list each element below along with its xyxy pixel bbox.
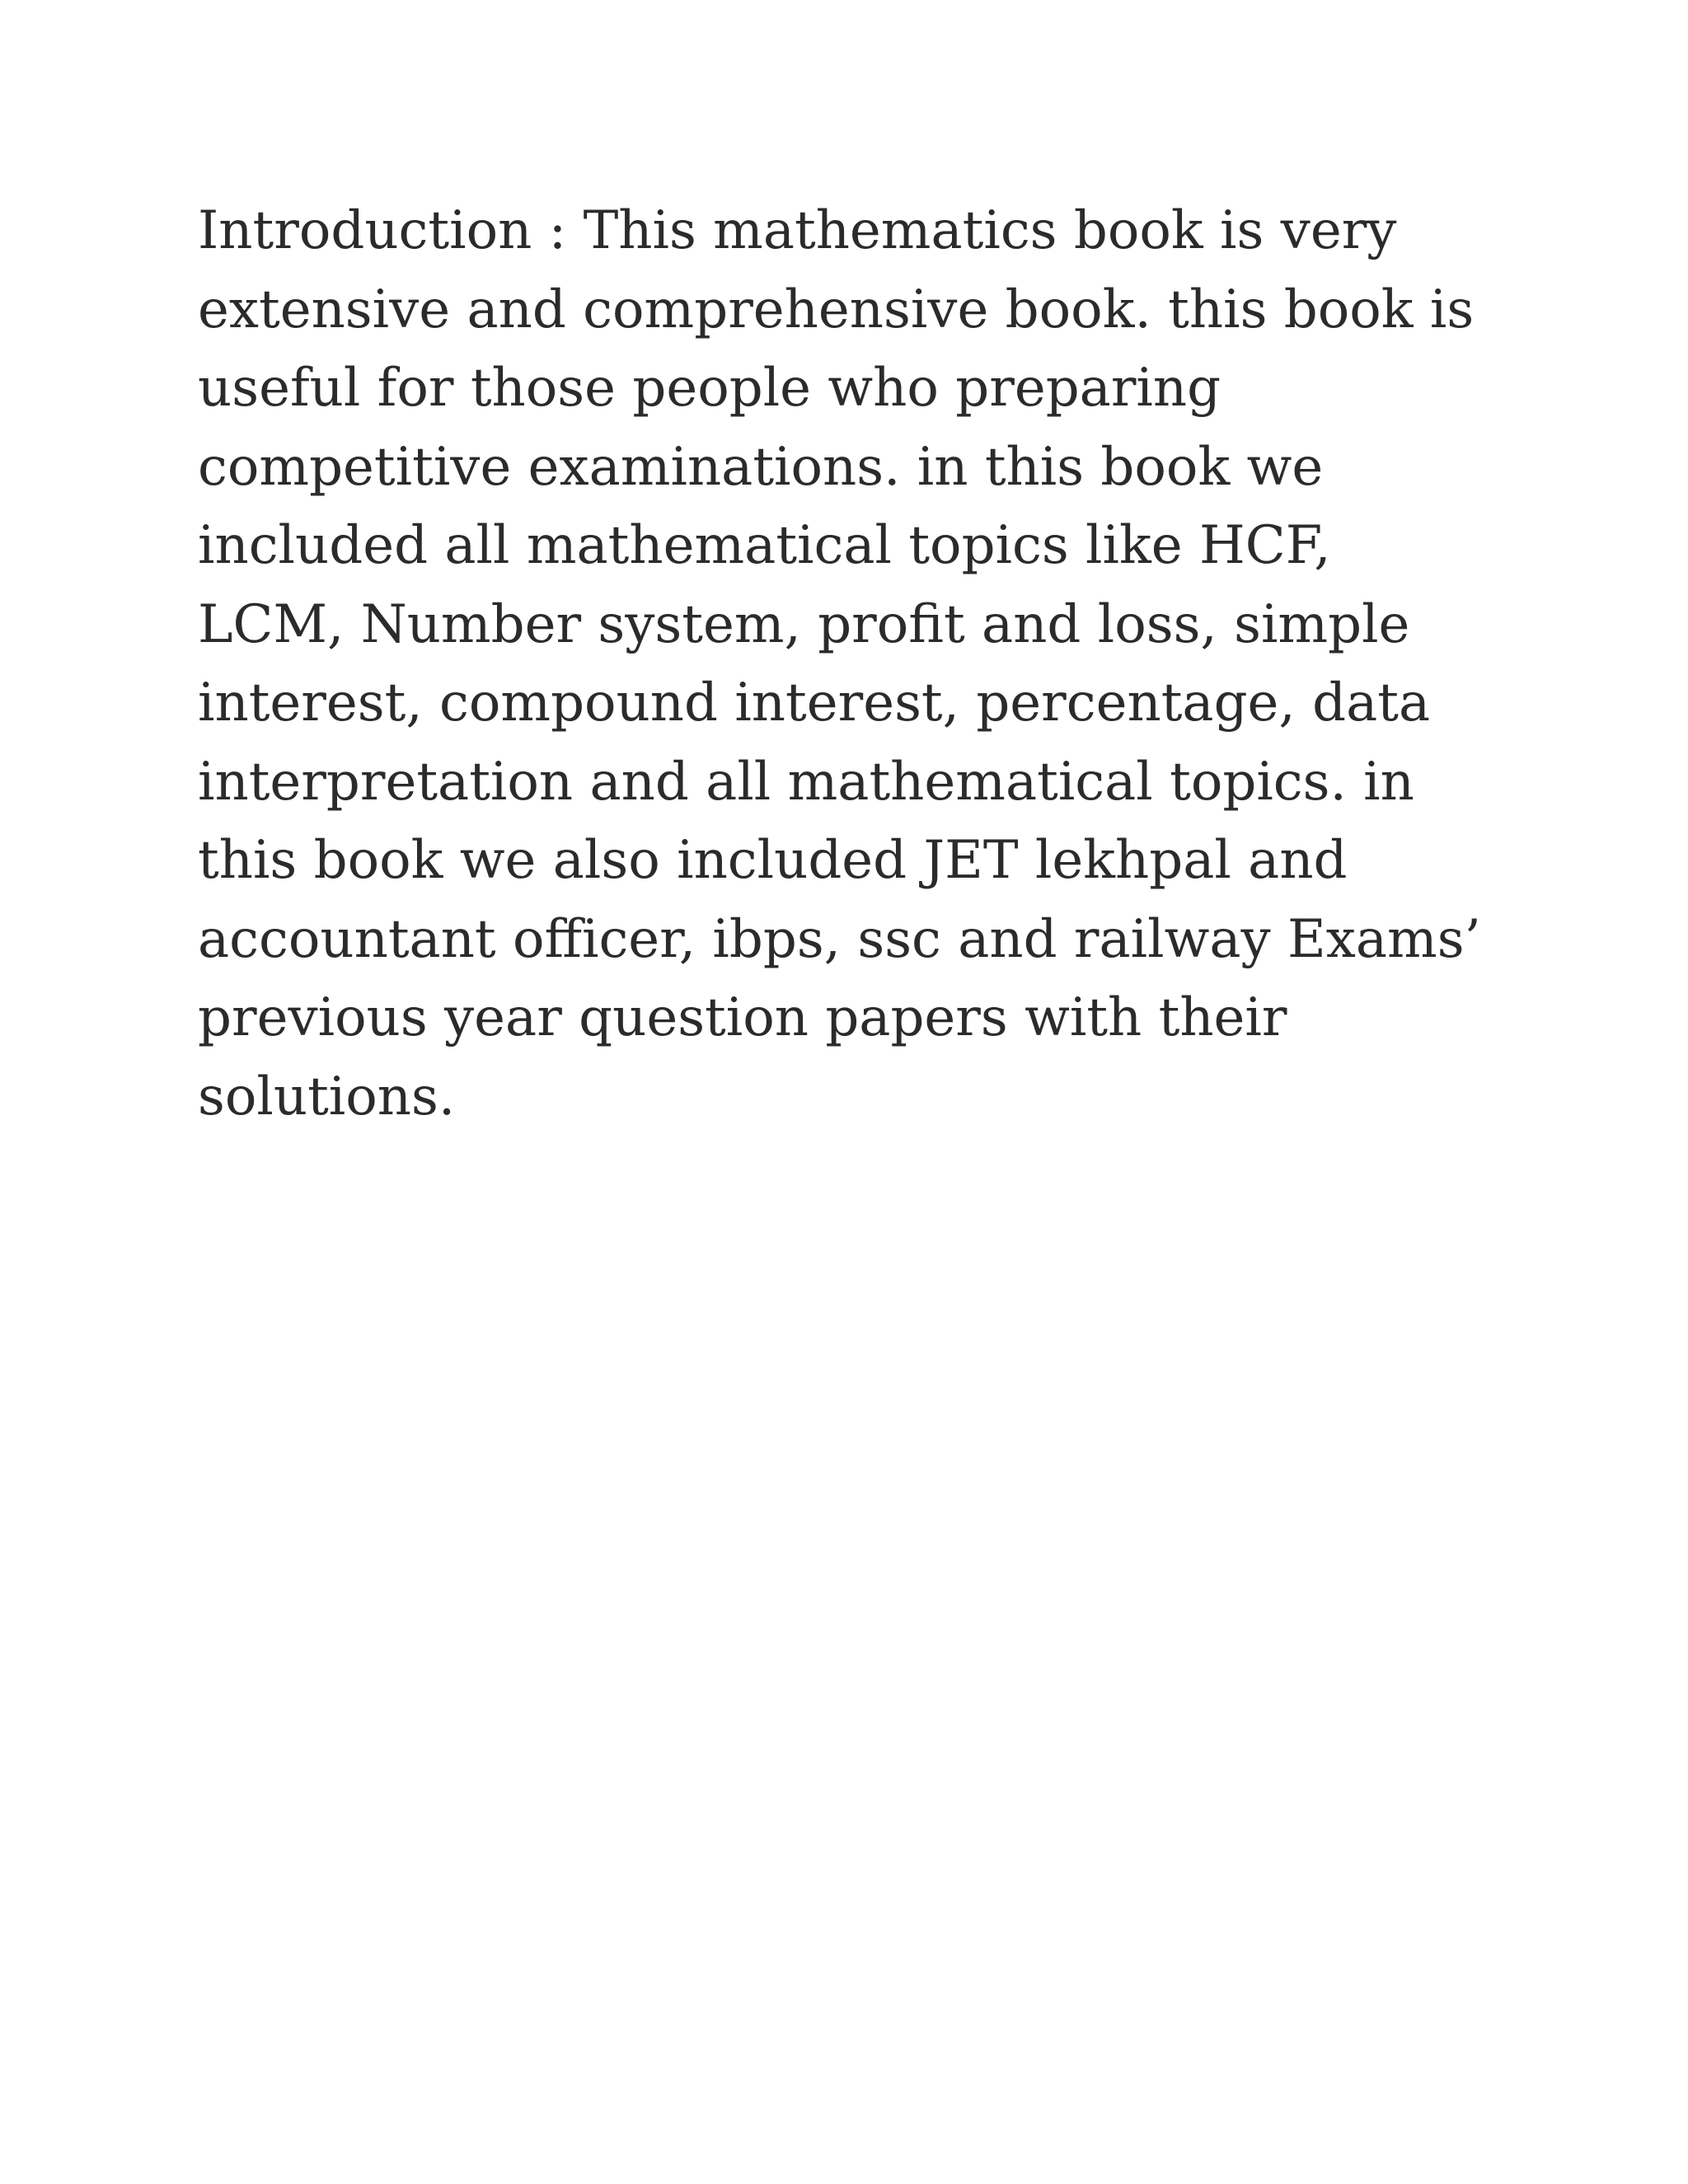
text-line: extensive and comprehensive book. this book is <box>198 279 1475 340</box>
text-line: included all mathematical topics like HCF, <box>198 515 1331 576</box>
text-line: Introduction : This mathematics book is very <box>198 200 1397 261</box>
text-line: solutions. <box>198 1066 456 1127</box>
text-line: useful for those people who preparing <box>198 358 1221 419</box>
text-line: interpretation and all mathematical topics. in <box>198 751 1414 813</box>
text-line: this book we also included JET lekhpal and <box>198 830 1348 891</box>
text-line: previous year question papers with their <box>198 987 1287 1048</box>
text-line: LCM, Number system, profit and loss, simple <box>198 593 1410 655</box>
text-line: accountant officer, ibps, ssc and railway Exams’ <box>198 908 1481 970</box>
text-line: interest, compound interest, percentage, data <box>198 673 1431 733</box>
introduction-paragraph <box>198 192 1550 1137</box>
text-line: competitive examinations. in this book we <box>198 436 1324 498</box>
